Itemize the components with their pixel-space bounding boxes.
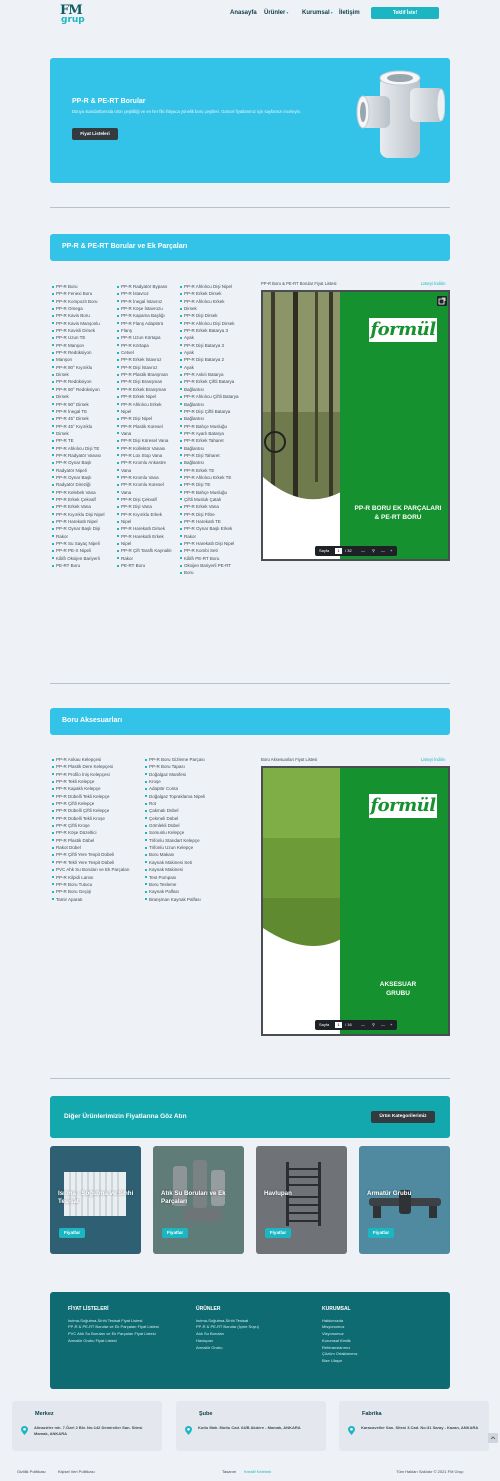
product-link[interactable]: PP-R Uzun Körtapa [117,334,179,341]
product-link[interactable]: PP-R Harekatlı Dirsek [117,525,179,532]
product-link[interactable]: PP-R Oynar Başlı [52,459,116,466]
product-link[interactable]: PP-R Lüx Stop Vana [117,452,179,459]
product-list-ppr-col1 [52,283,116,569]
product-link[interactable]: Branşman Kaynak Palfası [145,896,235,903]
address-card-branch: Şube Kutlu Mah. Mutlu Cad. 64/B Akdere - Mamak, ANKARA [176,1401,326,1451]
product-link[interactable]: Ayak [180,349,242,356]
nav-corporate[interactable]: Kurumsal▾ [302,10,333,16]
product-link[interactable]: PP-R Redüksiyon [52,378,116,385]
product-link[interactable]: PP-R Kollektör Vanası [117,445,179,452]
product-list-accessories-col1 [52,756,144,903]
product-link[interactable]: PP-R Ahkılıcu Erkek [180,298,242,305]
product-link[interactable]: PP-R Çiftli Yere Tespit Dübeli [52,851,144,858]
footer-link[interactable]: Armatür Grubu Fiyat Listesi [68,1337,117,1343]
product-link[interactable]: Trifonlu Standart Kelepçe [145,837,235,844]
zoom-out-icon[interactable]: — [361,548,365,553]
category-card-fittings[interactable]: Armatür Grubu Fiyatlar [359,1146,450,1254]
divider [50,683,450,684]
product-link[interactable]: PP-R Bahçe Musluğu [180,489,242,496]
hero-description: Dünya standartlarında ürün çeşitliliği ve en her fiki ihtiyaca yönelik boru çeşitleri. Güncel fiyatlarımız için sayfamızı inceleyin. [72,109,302,114]
product-link[interactable]: Adaptör Conta [145,785,235,792]
chevron-up-icon [488,1433,498,1443]
product-link[interactable]: PP-R Oynar Başlı Dişi [52,525,116,532]
product-link[interactable]: Boru Makası [145,851,235,858]
product-link[interactable]: Rakor [117,555,179,562]
product-link[interactable]: PP-R PE-X Nipeli [52,547,116,554]
product-link[interactable]: PP-R 90° Redüksiyon [52,386,116,393]
zoom-out-icon[interactable]: — [381,548,385,553]
copyright: Tüm Hakları Saklıdır © 2021 FM Grup [396,1469,464,1474]
product-link[interactable]: PP-R Ayarlı Batarya [180,430,242,437]
product-link[interactable]: PVC Ahk Su Boruları ve Ek Parçaları [52,866,144,873]
product-link[interactable]: PP-R Kapaklı Kelepçe [52,785,144,792]
product-link[interactable]: PP-R Çift Taraflı Kaynaklı [117,547,179,554]
category-card-towel-rail[interactable]: Havlupan Fiyatlar [256,1146,347,1254]
fullscreen-icon[interactable] [437,296,447,306]
product-link[interactable]: Manşon [52,356,116,363]
product-link[interactable]: PP-R İstavroz [117,290,179,297]
scroll-top-button[interactable] [488,1433,498,1443]
design-credit-link[interactable]: Kreatif Kelebek [244,1469,272,1474]
product-link[interactable]: Oksijen Bariyerli PE-RT [180,562,242,569]
product-link[interactable]: PP-R Kavis Manşonlu [52,320,116,327]
product-link[interactable]: Vana [117,489,179,496]
zoom-out-icon[interactable]: — [381,1022,385,1027]
product-link[interactable]: PP-R Dişi Küresel Vana [117,437,179,444]
product-link[interactable]: PP-R Harekatlı Erkek [117,533,179,540]
product-link[interactable]: PP-R Redüksiyon [52,349,116,356]
product-link[interactable]: Dirsek [180,305,242,312]
footer-corporate: KURUMSAL Hakkımızda Misyonumuz Vizyonumuz Kurumsal Kimlik Referanslarımız Çözüm Ortaklarımız Bize Ulaşın [322,1306,432,1365]
product-link[interactable]: PP-R Dişi Filtre [180,511,242,518]
divider [50,1078,450,1079]
product-link[interactable]: PE-RT Boru [117,562,179,569]
product-link[interactable]: PP-R Harekatlı TE [180,518,242,525]
product-link[interactable]: PP-R Dişi Çiftli Batarya [180,408,242,415]
product-link[interactable]: Bağlantısı [180,445,242,452]
product-link[interactable]: Çakmalı Dübel [145,807,235,814]
personal-data-link[interactable]: Kişisel Veri Politikası [58,1469,95,1474]
catalog-page [263,292,448,559]
section-title-accessories: Boru Aksesuarları [50,708,450,735]
product-link[interactable]: Ayak [180,334,242,341]
product-link[interactable]: PP-R Dübelli Tekli Kelepçe [52,793,144,800]
product-link[interactable]: PP-R Kavisli Dirsek [52,327,116,334]
product-link[interactable]: PP-R İnegal TE [52,408,116,415]
catalog-title: PP-R BORU EK PARÇALARI & PE-RT BORU [354,505,442,521]
product-link[interactable]: Boru [180,569,242,576]
product-link[interactable]: PP-R Boru Gizleme Parçası [145,756,235,763]
product-link[interactable]: PP-R 90° Kıyırıklu [52,364,116,371]
product-link[interactable]: PP-R Manşon [52,342,116,349]
bottom-bar [0,1459,500,1481]
product-link[interactable]: PP-R Boru Tapası [145,763,235,770]
product-link[interactable]: PP-R Kompozit Boru [52,298,116,305]
product-link[interactable]: Rakor [180,533,242,540]
product-link[interactable]: Vana [117,430,179,437]
footer-link[interactable]: Referanslarımız [322,1344,351,1350]
product-link[interactable]: PP-R Boru [52,283,116,290]
product-link[interactable]: PP-R Erkek Çiftli Batarya [180,378,242,385]
footer-link[interactable]: Misyonumuz [322,1324,345,1330]
product-link[interactable]: Kaynak Palfası [145,888,235,895]
product-link[interactable]: Rakot Dübel [52,844,144,851]
product-link[interactable]: PP-R Kilpidi Lamsı [52,874,144,881]
product-list-ppr-col3 [180,283,242,577]
product-link[interactable]: Bağlantısı [180,386,242,393]
product-link[interactable]: PP-R Plastik Dere Kelepçesi [52,763,144,770]
product-link[interactable]: Çekmeli Dübel [145,815,235,822]
product-link[interactable]: PP-R Boru Geçişi [52,888,144,895]
footer-link[interactable]: Havlupan [196,1337,213,1343]
footer-link[interactable]: Hakkımızda [322,1317,344,1323]
footer-link[interactable]: Armatür Grubu [196,1344,223,1350]
product-link[interactable]: Radyatör Nipeli [52,467,116,474]
catalog-page [263,768,448,1034]
product-link[interactable]: Doğalgaz Manifesi [145,771,235,778]
product-link[interactable]: PP-R Radyatör Bypass [117,283,179,290]
product-link[interactable]: Kâlifı PE-RT Boru [180,555,242,562]
product-link[interactable]: PP-R Ahkılıcu Dişi TE [52,445,116,452]
product-link[interactable]: Dirsek [52,430,116,437]
pdf-viewer[interactable] [261,766,450,1036]
product-link[interactable]: PP-R Oynar Başlı [52,474,116,481]
product-link[interactable]: Doğalgaz Topraklama Nipeli [145,793,235,800]
product-link[interactable]: PP-R Plastik Branşman [117,371,179,378]
product-link[interactable]: Vana [117,467,179,474]
product-link[interactable]: PP-R Omega [52,305,116,312]
product-link[interactable]: PP-R Erkek Batarya 3 [180,327,242,334]
product-link[interactable]: PE-RT Boru [52,562,116,569]
product-link[interactable]: PP-R Harekatlı Nipel [52,518,116,525]
product-link[interactable]: PP-R Erkek TE [180,467,242,474]
footer-link[interactable]: PP-R & PE-RT Borular (İçme Suyu) [196,1324,259,1330]
product-link[interactable]: PP-R Plastik Küresel [117,423,179,430]
product-link[interactable]: PP-R Dişi İstavroz [117,364,179,371]
product-link[interactable]: PP-R Körtapa [117,342,179,349]
nav-products[interactable]: Ürünler▾ [264,10,289,16]
product-link[interactable]: Trifonlu Uzun Kelepçe [145,844,235,851]
product-link[interactable]: Bağlantısı [180,401,242,408]
prices-button[interactable]: Fiyatlar [265,1228,291,1238]
product-link[interactable]: PP-R Kombi Seti [180,547,242,554]
footer-link[interactable]: Vizyonumuz [322,1331,344,1337]
product-link[interactable]: PP-R Flanş Adaptörü [117,320,179,327]
page-input[interactable]: 1 [335,1022,342,1028]
footer-products: ÜRÜNLER Isıtma-Soğutma-Sıhhi Tesisat PP-R & PE-RT Borular (İçme Suyu) Atık Su Boruları Havlupan Armatür Grubu [196,1306,306,1351]
zoom-in-icon[interactable]: + [390,548,393,553]
location-pin-icon [348,1426,355,1435]
footer-link[interactable]: PP-R & PE-RT Borular ve Ek Parçaları Fiyat Listesi [68,1324,159,1330]
privacy-link[interactable]: Gizlilik Politikası [17,1469,46,1474]
product-link[interactable]: PP-R TE [52,437,116,444]
product-link[interactable]: Flanş [117,327,179,334]
product-link[interactable]: PP-R Dişi Vana [117,503,179,510]
product-link[interactable]: PP-R Harekatlı Dişi Nipel [180,540,242,547]
product-link[interactable]: PP-R Fenexi Boru [52,290,116,297]
prices-button[interactable]: Fiyatlar [368,1228,394,1238]
chevron-down-icon: ▾ [330,10,333,15]
product-link[interactable]: Cetvel [117,349,179,356]
product-link[interactable]: Radyatör Direziği [52,481,116,488]
product-link[interactable]: PP-R Oynar Başlı Erkek [180,525,242,532]
product-link[interactable]: Dirsek [52,371,116,378]
product-link[interactable]: PP-R Plastik Dübel [52,837,144,844]
product-link[interactable]: PP-R Kromlu Vana [117,474,179,481]
product-link[interactable]: Somunlu Kelepçe [145,829,235,836]
product-link[interactable]: PP-R Dübelli Tekli Kroşe [52,815,144,822]
location-pin-icon [21,1426,28,1435]
product-link[interactable]: PP-R 45° Kıyırıklu [52,423,116,430]
catalog-title: AKSESUAR GRUBU [379,981,417,997]
product-link[interactable]: Rot [145,800,235,807]
product-link[interactable]: PP-R Dişi Taharet [180,452,242,459]
formul-logo: formül [370,795,436,816]
quote-button[interactable]: Teklif İste! [371,7,439,19]
product-link[interactable]: PP-R Dübelli Çiftli Kelepçe [52,807,144,814]
other-products-banner: Diğer Ürünlerimizin Fiyatlarına Göz Atın Ürün Kategorilerimiz [50,1096,450,1138]
product-link[interactable]: Gömlekli Dübel [145,822,235,829]
footer-link[interactable]: PVC Atık Su Boruları ve Ek Parçaları Fiyat Listesi [68,1331,156,1337]
product-link[interactable]: Boru Tesleme [145,881,235,888]
product-link[interactable]: PP-R Dişi Nipel [117,415,179,422]
zoom-in-icon[interactable]: + [390,1022,393,1027]
product-link[interactable]: PP-R Köşe İstavrozu [117,305,179,312]
formul-logo: formül [370,319,436,340]
product-link[interactable]: PP-R 90° Dirsek [52,401,116,408]
product-link[interactable]: PP-R Dişi Batarya 2 [180,356,242,363]
product-link[interactable]: PP-R Kromlu Küresel [117,481,179,488]
product-link[interactable]: PP-R Ahkılıcu Dişi Dirsek [180,320,242,327]
nav-contact[interactable]: İletişim [339,10,360,16]
zoom-out-icon[interactable]: — [361,1022,365,1027]
product-link[interactable]: PP-R Dişi TE [180,481,242,488]
product-link[interactable]: Kaynak Makinesi [145,866,235,873]
download-list-link[interactable]: Listeyi İndirin [421,757,446,762]
product-link[interactable]: PP-R Çiftli Kelepçe [52,800,144,807]
product-link[interactable]: PP-R Tekli Yere Tespit Dübeli [52,859,144,866]
product-link[interactable]: PP-R Bahçe Musluğu [180,423,242,430]
product-link[interactable]: PP-R Ahkılıcu Erkek TE [180,474,242,481]
product-link[interactable]: PP-R Erkek Taharet [180,437,242,444]
product-link[interactable]: PP-R Erkek Branşman [117,386,179,393]
product-list-ppr-col2 [117,283,179,569]
footer-link[interactable]: Bize Ulaşın [322,1357,343,1363]
product-link[interactable]: PP-R Ahkılıcu Dişi Nipel [180,283,242,290]
product-link[interactable]: PP-R İnegal İstavroz [117,298,179,305]
viewer-label: Boru Aksesuarları Fiyat Listesi [261,757,318,762]
product-link[interactable]: PP-R Su Sayaç Nipeli [52,540,116,547]
viewer-toolbar: Sayfa 1 / 32 — ⚲ — + [315,546,397,556]
product-link[interactable]: PP-R Kelebek Vana [52,489,116,496]
product-link[interactable]: PP-R Tekli Kelepçe [52,778,144,785]
footer-links [50,1292,450,1389]
product-link[interactable]: PP-R Dişi Çekvalf [117,496,179,503]
product-link[interactable]: Bağlantısı [180,415,242,422]
product-link[interactable]: PP-R Çiftli Kroşe [52,822,144,829]
section-title-ppr: PP-R & PE-RT Borular ve Ek Parçaları [50,234,450,261]
prices-button[interactable]: Fiyatlar [162,1228,188,1238]
product-link[interactable]: PP-R Askılı Batarya [180,371,242,378]
product-link[interactable]: PP-R 45° Dirsek [52,415,116,422]
product-link[interactable]: PP-R Dişi Branşman [117,378,179,385]
product-link[interactable]: Kroşe [145,778,235,785]
product-link[interactable]: Kaynak Makinesi Seti [145,859,235,866]
product-link[interactable]: Bağlantısı [180,459,242,466]
address-card-factory: Fabrika Karacaveller San. Sitesi 3.Cad. No:31 Saray - Kazan, ANKARA [339,1401,489,1451]
chevron-down-icon: ▾ [286,10,289,15]
product-link[interactable]: PP-R Erkek Nipel [117,393,179,400]
footer-link[interactable]: Atık Su Boruları [196,1331,225,1337]
product-link[interactable]: PP-R Kıyırıklu Dişi Nipel [52,511,116,518]
product-link[interactable]: Test Pompası [145,874,235,881]
product-link[interactable]: PP-R Radyatör Vanası [52,452,116,459]
product-link[interactable]: PP-R Uzun TE [52,334,116,341]
site-header [0,0,500,30]
product-link[interactable]: Nipel [117,408,179,415]
viewer-label: PP-R Boru & PE-RT Borular Fiyat Listesi [261,281,337,286]
product-list-accessories-col2 [145,756,235,903]
product-link[interactable]: PP-R Dişi Dirsek [180,312,242,319]
product-link[interactable]: PP-R Ahkılıcu Erkek [117,401,179,408]
grass-photo [263,768,343,1034]
product-link[interactable]: Dirsek [52,393,116,400]
footer-link[interactable]: Kurumsal Kimlik [322,1337,351,1343]
product-link[interactable]: PP-R Kapama Başlığı [117,312,179,319]
forest-photo [263,292,341,559]
price-lists-button[interactable]: Fiyat Listeleri [72,128,118,140]
divider [50,207,450,208]
product-link[interactable]: PP-R Erkek Çekvalf [52,496,116,503]
product-link[interactable]: Çiftli Musluk Çatalı [180,496,242,503]
prices-button[interactable]: Fiyatlar [59,1228,85,1238]
logo[interactable]: FM grup [60,3,85,25]
footer-link[interactable]: Isıtma-Soğutma-Sıhhi Tesisat Fiyat Listesi [68,1317,143,1323]
product-link[interactable]: PP-R Kavis Boru [52,312,116,319]
product-link[interactable]: PP-R Erkek Vana [180,503,242,510]
category-card-heating[interactable]: Isıtma - Soğutma ve Sıhhi Tesisat Fiyatlar [50,1146,141,1254]
product-link[interactable]: Kâlifı Oksijen Bariyerli [52,555,116,562]
pdf-viewer[interactable] [261,290,450,561]
product-link[interactable]: PP-R Köşe Düzeltici [52,829,144,836]
footer-price-lists: FİYAT LİSTELERİ Isıtma-Soğutma-Sıhhi Tesisat Fiyat Listesi PP-R & PE-RT Borular ve Ek Parçaları Fiyat Listesi PVC Atık Su Boruları ve Ek Parçaları Fiyat Listesi Armatür Grubu Fiyat Listesi [68,1306,188,1345]
product-link[interactable]: PP-R Ahkılıcu Çiftli Batarya [180,393,242,400]
footer-link[interactable]: Çözüm Ortaklarımız [322,1351,358,1357]
location-pin-icon [185,1426,192,1435]
product-link[interactable]: PP-R Kromlu Ankastre [117,459,179,466]
product-link[interactable]: PP-R Erkek Dirsek [180,290,242,297]
product-link[interactable]: Tamir Aparatı [52,896,144,903]
design-label: Tasarım [222,1469,237,1474]
product-categories-button[interactable]: Ürün Kategorilerimiz [371,1111,435,1123]
zoom-icon[interactable]: ⚲ [372,1022,375,1027]
category-card-wastewater[interactable]: Atık Su Boruları ve Ek Parçaları Fiyatlar [153,1146,244,1254]
product-link[interactable]: PP-R Ankau Kelepçesi [52,756,144,763]
product-link[interactable]: PP-R Erkek Vana [52,503,116,510]
viewer-toolbar: Sayfa 1 / 16 — ⚲ — + [315,1020,397,1030]
product-link[interactable]: PP-R Erkek İstavroz [117,356,179,363]
page-input[interactable]: 1 [335,548,342,554]
product-link[interactable]: Rakor [52,533,116,540]
product-link[interactable]: PP-R Dişi Batarya 3 [180,342,242,349]
zoom-icon[interactable]: ⚲ [372,548,375,553]
pipe-fitting-image [355,66,445,171]
footer-link[interactable]: Isıtma-Soğutma-Sıhhi Tesisat [196,1317,249,1323]
product-link[interactable]: Nipel [117,540,179,547]
product-link[interactable]: PP-R Profilo İniş Kelepçesi [52,771,144,778]
product-link[interactable]: Nipel [117,518,179,525]
nav-home[interactable]: Anasayfa [230,10,257,16]
product-link[interactable]: PP-R Boru Tutucu [52,881,144,888]
download-list-link[interactable]: Listeyi İndirin [421,281,446,286]
product-link[interactable]: Ayak [180,364,242,371]
address-card-hq: Merkez Alinazirler mh. 7.Özel 2 Blv. No:142 Demirciler San. Sitesi Mamak, ANKARA [12,1401,162,1451]
hero-title: PP-R & PE-RT Borular [72,98,146,105]
product-link[interactable]: PP-R Kıyırıklu Erkek [117,511,179,518]
